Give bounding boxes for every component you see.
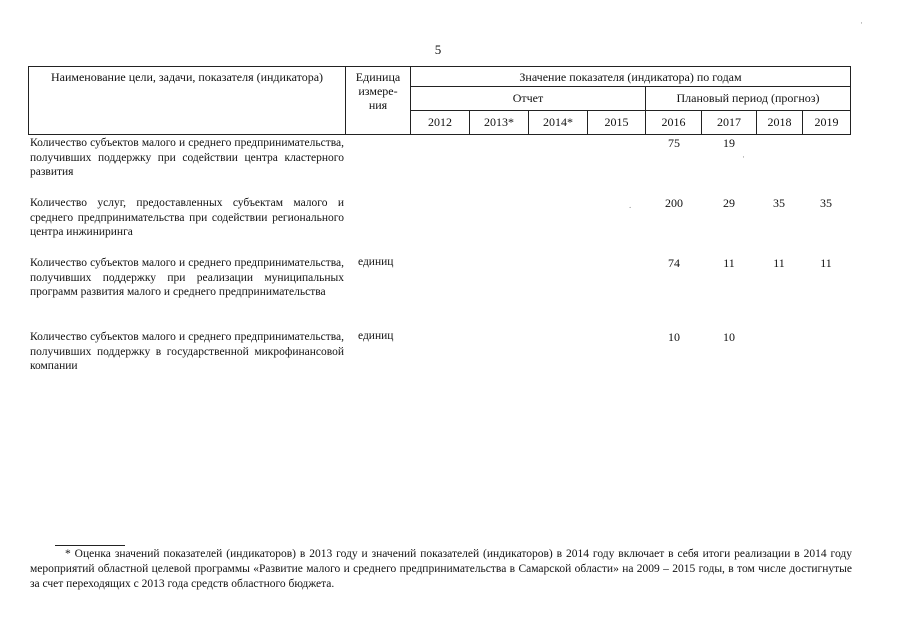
footnote: * Оценка значений показателей (индикаторов) в 2013 году и значений показателей (индикаторов) в 2014 году включает в себя итоги реализации в 2014 году мероприятий областной целевой программы «Развитие малого и среднего предпринимательства в Самарской области» на 2009 – 2015 годы, в том числе достигнутые за счет переходящих с 2013 года средств областного бюджета. bbox=[30, 548, 852, 590]
year-label: 2019 bbox=[814, 115, 839, 129]
year-cell bbox=[802, 110, 851, 135]
value-2016: 74 bbox=[668, 256, 680, 270]
value-2016: 10 bbox=[668, 330, 680, 344]
year-cell bbox=[410, 110, 470, 135]
year-label: 2014* bbox=[543, 115, 573, 129]
header-plan-group bbox=[645, 86, 851, 111]
unit-label: единиц bbox=[358, 330, 394, 342]
header-values-label: Значение показателя (индикатора) по годам bbox=[519, 70, 742, 84]
value-2017: 19 bbox=[723, 136, 735, 150]
year-label: 2012 bbox=[428, 115, 452, 129]
value-2016: 75 bbox=[668, 136, 680, 150]
value-2017: 10 bbox=[723, 330, 735, 344]
year-cell bbox=[469, 110, 529, 135]
indicator-text: Количество субъектов малого и среднего предпринимательства, получивших поддержку при реализации муниципальных программ развития малого и среднего предпринимательства bbox=[30, 257, 344, 299]
year-label: 2016 bbox=[661, 115, 686, 129]
page-number: 5 bbox=[434, 42, 442, 57]
value-2019: 35 bbox=[820, 196, 832, 210]
indicator-text: Количество субъектов малого и среднего предпринимательства, получивших поддержку в государственной микрофинансовой компании bbox=[30, 331, 344, 373]
header-report-group bbox=[410, 86, 646, 111]
year-cell bbox=[528, 110, 588, 135]
value-2019: 11 bbox=[820, 256, 832, 270]
year-label: 2015 bbox=[604, 115, 629, 129]
header-unit-line-1: Единица bbox=[355, 70, 401, 84]
header-values-cell bbox=[410, 66, 851, 87]
year-cell bbox=[587, 110, 646, 135]
value-2016: 200 bbox=[665, 196, 683, 210]
value-2018: 35 bbox=[773, 196, 785, 210]
year-label: 2013* bbox=[484, 115, 514, 129]
header-name-cell bbox=[28, 66, 346, 135]
scan-speck: . bbox=[629, 200, 632, 210]
year-label: 2017 bbox=[717, 115, 741, 129]
scan-speck: · bbox=[742, 152, 745, 162]
value-2018: 11 bbox=[773, 256, 785, 270]
scan-speck: · bbox=[860, 18, 863, 28]
value-2017: 11 bbox=[723, 256, 735, 270]
year-cell bbox=[645, 110, 702, 135]
year-cell bbox=[756, 110, 803, 135]
indicator-text: Количество услуг, предоставленных субъектам малого и среднего предпринимательства при содействии регионального центра инжиниринга bbox=[30, 197, 344, 239]
footnote-separator bbox=[55, 545, 125, 546]
header-unit-line-3: ния bbox=[368, 98, 388, 112]
header-name-label: Наименование цели, задачи, показателя (индикатора) bbox=[50, 70, 324, 84]
header-plan-label: Плановый период (прогноз) bbox=[676, 91, 820, 105]
year-label: 2018 bbox=[767, 115, 792, 129]
header-unit-line-2: измере- bbox=[358, 84, 398, 98]
header-unit-cell bbox=[345, 66, 411, 135]
unit-label: единиц bbox=[358, 256, 394, 268]
indicator-text: Количество субъектов малого и среднего предпринимательства, получивших поддержку при содействии центра кластерного развития bbox=[30, 137, 344, 179]
year-cell bbox=[701, 110, 757, 135]
header-report-label: Отчет bbox=[512, 91, 544, 105]
value-2017: 29 bbox=[723, 196, 735, 210]
